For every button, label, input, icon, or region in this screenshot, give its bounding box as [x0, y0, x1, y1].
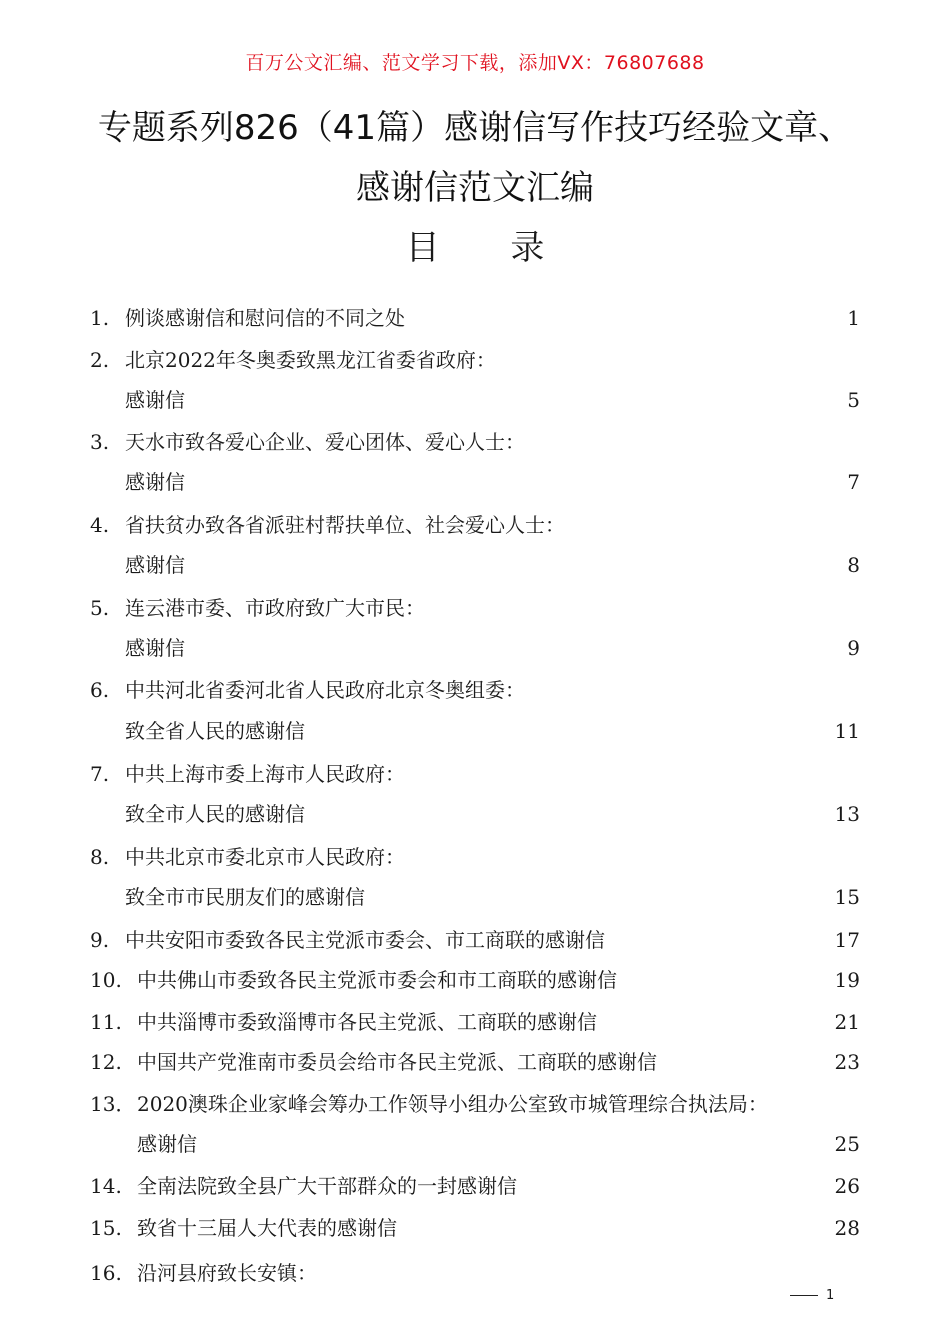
- toc-item-title: 感谢信: [125, 388, 185, 412]
- toc-line: [0, 670, 950, 710]
- toc-item-page: 25: [834, 1132, 860, 1156]
- toc-item-number: 12.: [90, 1050, 122, 1074]
- toc-line: [0, 794, 950, 834]
- toc-line: [0, 628, 950, 668]
- doc-title-line-2: 感谢信范文汇编: [356, 168, 594, 208]
- toc-item-number: 6.: [90, 678, 110, 702]
- toc-item-page: 21: [834, 1010, 860, 1034]
- page-footer: [790, 1288, 834, 1303]
- toc-item-number: 11.: [90, 1010, 122, 1034]
- toc-item-title: 2020澳珠企业家峰会筹办工作领导小组办公室致市城管理综合执法局：: [137, 1092, 768, 1116]
- toc-item-page: 26: [834, 1174, 860, 1198]
- toc-item-page: 11: [834, 719, 860, 743]
- toc-line: [0, 920, 950, 960]
- toc-heading: 目 录: [405, 228, 575, 268]
- toc-line: [0, 380, 950, 420]
- toc-item-page: 15: [834, 885, 860, 909]
- toc-item-title: 中国共产党淮南市委员会给市各民主党派、工商联的感谢信: [137, 1050, 657, 1074]
- toc-item-number: 8.: [90, 845, 110, 869]
- toc-line: [0, 462, 950, 502]
- toc-item-page: 28: [834, 1216, 860, 1240]
- footer-dash: [790, 1295, 818, 1296]
- toc-item-page: 13: [834, 802, 860, 826]
- toc-item-title: 中共上海市委上海市人民政府：: [125, 762, 405, 786]
- toc-item-title: 感谢信: [125, 470, 185, 494]
- toc-item-number: 1.: [90, 306, 110, 330]
- toc-item-number: 9.: [90, 928, 110, 952]
- toc-item-title: 感谢信: [137, 1132, 197, 1156]
- toc-line: [0, 1166, 950, 1206]
- toc-item-number: 16.: [90, 1260, 122, 1285]
- footer-page-number: 1: [826, 1288, 835, 1303]
- toc-item-title: 感谢信: [125, 636, 185, 660]
- toc-item-title: 致省十三届人大代表的感谢信: [137, 1216, 397, 1240]
- toc-item-page: 5: [847, 388, 860, 412]
- toc-line: [0, 1253, 950, 1293]
- toc-line: [0, 1042, 950, 1082]
- toc-item-number: 2.: [90, 348, 110, 372]
- toc-item-number: 4.: [90, 513, 110, 537]
- toc-line: [0, 754, 950, 794]
- toc-item-page: 19: [834, 968, 860, 992]
- promo-banner: 百万公文汇编、范文学习下载，添加VX：76807688: [245, 52, 705, 74]
- toc-line: [0, 711, 950, 751]
- toc-item-number: 15.: [90, 1216, 122, 1240]
- toc-item-page: 8: [847, 553, 860, 577]
- toc-line: [0, 505, 950, 545]
- toc-item-title: 感谢信: [125, 553, 185, 577]
- toc-line: [0, 960, 950, 1000]
- toc-item-page: 17: [834, 928, 860, 952]
- toc-item-page: 23: [834, 1050, 860, 1074]
- toc-item-title: 北京2022年冬奥委致黑龙江省委省政府：: [125, 348, 496, 372]
- toc-item-title: 中共淄博市委致淄博市各民主党派、工商联的感谢信: [137, 1010, 597, 1034]
- toc-item-page: 9: [847, 636, 860, 660]
- toc-item-title: 全南法院致全县广大干部群众的一封感谢信: [137, 1174, 517, 1198]
- toc-item-title: 连云港市委、市政府致广大市民：: [125, 596, 425, 620]
- toc-item-title: 致全市市民朋友们的感谢信: [125, 885, 365, 909]
- toc-item-number: 10.: [90, 968, 122, 992]
- toc-item-title: 中共北京市委北京市人民政府：: [125, 845, 405, 869]
- doc-title-line-1: 专题系列826（41篇）感谢信写作技巧经验文章、: [97, 108, 853, 148]
- toc-line: [0, 1002, 950, 1042]
- toc-item-title: 例谈感谢信和慰问信的不同之处: [125, 306, 405, 330]
- toc-line: [0, 1124, 950, 1164]
- toc-line: [0, 545, 950, 585]
- toc-line: [0, 298, 950, 338]
- toc-line: [0, 588, 950, 628]
- toc-item-title: 中共河北省委河北省人民政府北京冬奥组委：: [125, 678, 525, 702]
- toc-item-title: 中共佛山市委致各民主党派市委会和市工商联的感谢信: [137, 968, 617, 992]
- toc-item-number: 14.: [90, 1174, 122, 1198]
- toc-line: [0, 1084, 950, 1124]
- toc-item-title: 致全省人民的感谢信: [125, 719, 305, 743]
- toc-item-title: 中共安阳市委致各民主党派市委会、市工商联的感谢信: [125, 928, 605, 952]
- toc-item-page: 1: [847, 306, 860, 330]
- toc-item-page: 7: [847, 470, 860, 494]
- toc-line: [0, 340, 950, 380]
- toc-line: [0, 1208, 950, 1248]
- toc-item-title: 天水市致各爱心企业、爱心团体、爱心人士：: [125, 430, 525, 454]
- toc-line: [0, 837, 950, 877]
- toc-item-number: 13．: [90, 1092, 136, 1116]
- toc-line: [0, 422, 950, 462]
- toc-item-number: 7.: [90, 762, 110, 786]
- toc-item-title: 省扶贫办致各省派驻村帮扶单位、社会爱心人士：: [125, 513, 565, 537]
- toc-item-title: 致全市人民的感谢信: [125, 802, 305, 826]
- toc-item-number: 3.: [90, 430, 110, 454]
- toc-item-number: 5.: [90, 596, 110, 620]
- toc-item-title: 沿河县府致长安镇：: [137, 1260, 317, 1285]
- toc-line: [0, 877, 950, 917]
